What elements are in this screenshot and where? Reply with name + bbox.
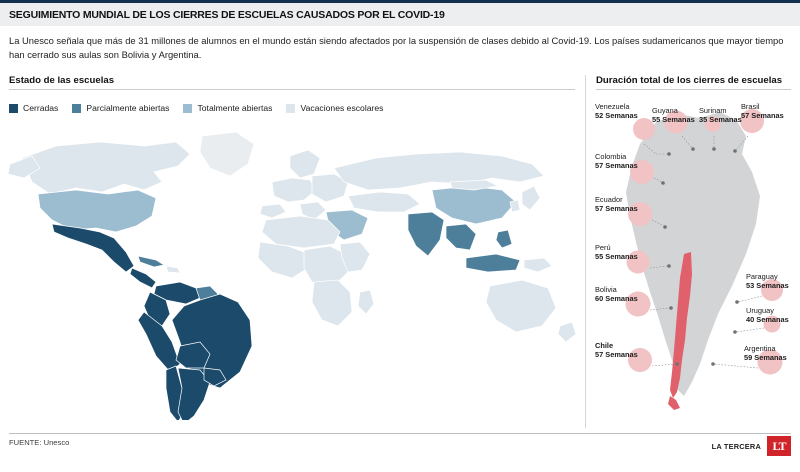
- region-iberia: [260, 204, 286, 218]
- leader-argentina: [714, 364, 758, 368]
- label-chile: [595, 341, 638, 360]
- region-greenland: [200, 132, 254, 176]
- header-bar: [0, 0, 800, 26]
- brand-name: LA TERCERA: [711, 441, 761, 451]
- label-guyana: [652, 106, 695, 125]
- footer-rule: [9, 433, 791, 434]
- country-name: Perú: [595, 243, 611, 252]
- region-japan: [522, 186, 540, 210]
- region-papua: [524, 258, 552, 272]
- region-central-asia: [348, 192, 420, 212]
- region-canada: [22, 142, 190, 194]
- region-hispaniola: [166, 266, 180, 273]
- country-weeks: 53 Semanas: [746, 281, 789, 291]
- country-weeks: 60 Semanas: [595, 294, 638, 304]
- region-cuba: [138, 256, 164, 267]
- dot-uruguay: [733, 330, 737, 334]
- dot-bolivia: [669, 306, 673, 310]
- label-uruguay: [746, 306, 789, 325]
- region-korea: [510, 200, 520, 212]
- region-central-america: [130, 268, 156, 288]
- country-weeks: 59 Semanas: [744, 353, 787, 363]
- country-weeks: 35 Semanas: [699, 115, 742, 125]
- legend-swatch: [72, 104, 81, 113]
- dot-surinam: [712, 147, 716, 151]
- page-title: SEGUIMIENTO MUNDIAL DE LOS CIERRES DE ESCUELAS CAUSADOS POR EL COVID-19: [9, 8, 445, 21]
- standfirst-text: La Unesco señala que más de 31 millones de alumnos en el mundo están siendo afectados por la suspensión de clases debido al Covid-19. Los países sudamericanos que mayor tiempo han cerrado sus aulas son Bolivia y Argentina.: [9, 35, 784, 60]
- label-colombia: [595, 152, 638, 171]
- region-indonesia: [466, 254, 520, 272]
- dot-paraguay: [735, 300, 739, 304]
- label-argentina: [744, 344, 787, 363]
- left-rule: [9, 89, 575, 90]
- country-weeks: 57 Semanas: [595, 161, 638, 171]
- country-weeks: 57 Semanas: [595, 350, 638, 360]
- dot-ecuador: [663, 225, 667, 229]
- label-brasil: [741, 102, 784, 121]
- legend-swatch: [9, 104, 18, 113]
- region-philippines: [496, 230, 512, 248]
- country-name: Colombia: [595, 152, 627, 161]
- brand-block: [712, 436, 791, 456]
- right-rule: [596, 89, 791, 90]
- dot-argentina: [711, 362, 715, 366]
- label-venezuela: [595, 102, 638, 121]
- country-name: Uruguay: [746, 306, 774, 315]
- panel-divider: [585, 75, 586, 428]
- legend-item-parcialmente-abiertas: [72, 103, 169, 113]
- legend-swatch: [286, 104, 295, 113]
- region-russia: [334, 152, 544, 190]
- leader-uruguay: [736, 328, 764, 332]
- leader-paraguay: [738, 296, 762, 302]
- region-scandinavia: [290, 150, 320, 178]
- label-paraguay: [746, 272, 789, 291]
- region-china: [432, 186, 516, 224]
- country-weeks: 55 Semanas: [595, 252, 638, 262]
- leader-chile: [652, 364, 676, 366]
- legend-item-cerradas: [9, 103, 58, 113]
- country-name: Ecuador: [595, 195, 623, 204]
- legend-swatch: [183, 104, 192, 113]
- country-weeks: 40 Semanas: [746, 315, 789, 325]
- sa-chile-south-dots: [668, 396, 680, 410]
- la-tercera-logo: LT: [767, 436, 791, 456]
- label-bolivia: [595, 285, 638, 304]
- world-map: [4, 120, 582, 420]
- country-name: Venezuela: [595, 102, 630, 111]
- region-western-europe: [272, 178, 316, 202]
- label-ecuador: [595, 195, 638, 214]
- region-madagascar: [358, 290, 374, 314]
- country-name: Argentina: [744, 344, 776, 353]
- south-america-map: [596, 96, 796, 421]
- country-name: Bolivia: [595, 285, 617, 294]
- dot-chile: [675, 362, 679, 366]
- dot-peru: [667, 264, 671, 268]
- region-new-zealand: [558, 322, 576, 342]
- country-name: Chile: [595, 341, 614, 350]
- region-north-africa: [262, 216, 340, 248]
- country-name: Guyana: [652, 106, 678, 115]
- country-weeks: 57 Semanas: [741, 111, 784, 121]
- country-name: Paraguay: [746, 272, 778, 281]
- region-southern-africa: [312, 280, 352, 326]
- country-name: Brasil: [741, 102, 760, 111]
- source-note: FUENTE: Unesco: [9, 438, 70, 447]
- legend: [9, 103, 383, 113]
- left-section-title: Estado de las escuelas: [9, 75, 115, 86]
- region-india: [408, 212, 444, 256]
- dot-guyana: [691, 147, 695, 151]
- label-peru: [595, 243, 638, 262]
- legend-label: Cerradas: [23, 103, 59, 113]
- country-weeks: 52 Semanas: [595, 111, 638, 121]
- country-name: Surinam: [699, 106, 727, 115]
- legend-item-totalmente-abiertas: [183, 103, 272, 113]
- dot-colombia: [661, 181, 665, 185]
- legend-label: Parcialmente abiertas: [86, 103, 170, 113]
- dot-brasil: [733, 149, 737, 153]
- label-surinam: [699, 106, 742, 125]
- country-weeks: 57 Semanas: [595, 204, 638, 214]
- region-australia: [486, 280, 556, 332]
- dot-venezuela: [667, 152, 671, 156]
- legend-label: Vacaciones escolares: [300, 103, 384, 113]
- legend-item-vacaciones-escolares: [286, 103, 383, 113]
- region-southeast-asia: [446, 224, 476, 250]
- country-weeks: 55 Semanas: [652, 115, 695, 125]
- region-mexico: [52, 224, 134, 272]
- legend-label: Totalmente abiertas: [197, 103, 273, 113]
- right-section-title: Duración total de los cierres de escuelas: [596, 75, 783, 86]
- world-map-svg: [4, 120, 582, 420]
